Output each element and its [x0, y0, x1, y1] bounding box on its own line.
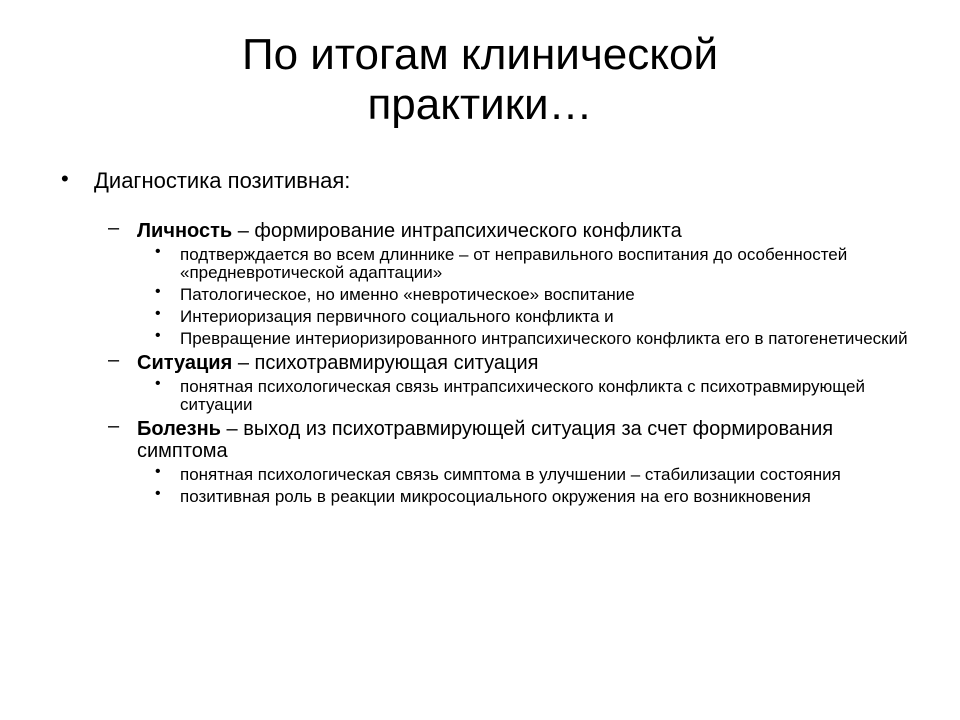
bullet-icon: • [155, 327, 161, 344]
list-item [56, 243, 916, 282]
section-lead: Ситуация [137, 352, 233, 374]
section-lead: Личность [137, 220, 233, 242]
list-item [56, 283, 916, 304]
section-personality [56, 217, 916, 242]
slide-title-line1: По итогам клинической [241, 30, 719, 79]
section-text: – формирование интрапсихического конфликта [232, 220, 682, 242]
dash-icon: – [108, 349, 120, 371]
list-item [56, 463, 916, 484]
section-illness [56, 415, 916, 462]
bullet-icon: • [155, 305, 161, 322]
dash-icon: – [108, 217, 120, 239]
list-item-text: понятная психологическая связь симптома в улучшении – стабилизации состояния [180, 465, 841, 484]
bullet-icon: • [155, 283, 161, 300]
list-item [56, 485, 916, 506]
bullet-icon: • [155, 463, 161, 480]
slide-body [56, 168, 916, 506]
slide-title-line2: практики… [367, 80, 593, 129]
bullet-icon: • [61, 166, 69, 191]
bullet-icon: • [155, 375, 161, 392]
list-item [56, 375, 916, 414]
dash-icon: – [108, 415, 120, 437]
list-item-text: Интериоризация первичного социального конфликта и [180, 307, 614, 326]
section-text: – психотравмирующая ситуация [232, 352, 539, 374]
main-bullet-text: Диагностика позитивная: [94, 168, 351, 193]
list-item-text: Патологическое, но именно «невротическое» воспитание [180, 285, 635, 304]
list-item-text: Превращение интериоризированного интрапсихического конфликта его в патогенетический [180, 329, 908, 348]
bullet-icon: • [155, 485, 161, 502]
list-item [56, 327, 916, 348]
section-text: – выход из психотравмирующей ситуация за счет формирования симптома [137, 418, 834, 462]
list-item-text: позитивная роль в реакции микросоциального окружения на его возникновения [180, 487, 811, 506]
bullet-icon: • [155, 243, 161, 260]
list-item-text: подтверждается во всем длиннике – от неправильного воспитания до особенностей «предневротической адаптации» [180, 245, 848, 282]
list-item [56, 305, 916, 326]
slide-title [80, 30, 880, 130]
section-situation [56, 349, 916, 374]
main-bullet [56, 168, 916, 194]
section-lead: Болезнь [137, 418, 221, 440]
list-item-text: понятная психологическая связь интрапсихического конфликта с психотравмирующей ситуации [180, 377, 865, 414]
